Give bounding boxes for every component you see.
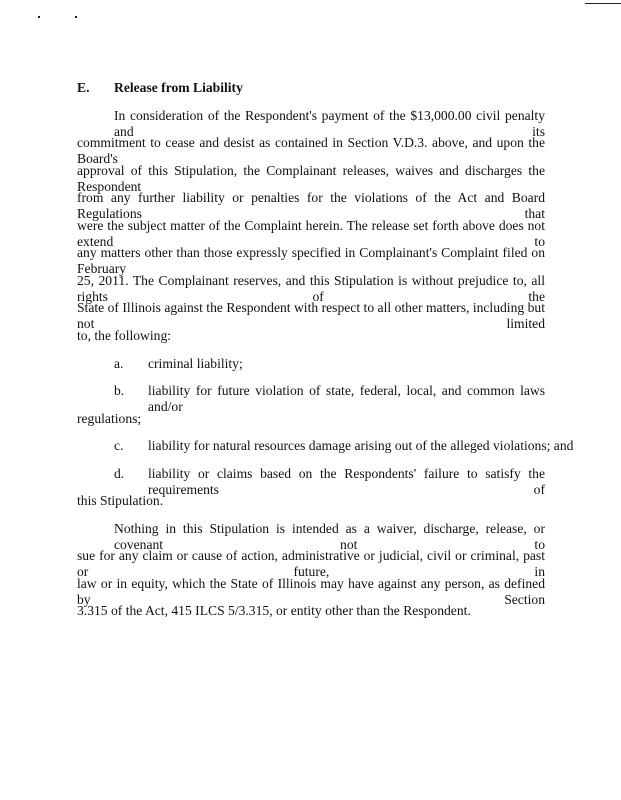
section-letter: E.	[77, 80, 90, 95]
text-line: approval of this Stipulation, the Complainant releases, waives and discharges the Respondent	[77, 163, 545, 194]
scan-mark-line	[585, 3, 621, 4]
item-text: liability for natural resources damage arising out of the alleged violations; and	[148, 438, 574, 453]
item-letter: a.	[114, 356, 124, 371]
scan-mark-dot	[75, 16, 77, 18]
text-line: Nothing in this Stipulation is intended as a waiver, discharge, release, or covenant not to	[114, 521, 545, 552]
section-title: Release from Liability	[114, 80, 243, 95]
text-line: law or in equity, which the State of Illinois may have against any person, as defined by Section	[77, 576, 545, 607]
item-letter: c.	[114, 438, 124, 453]
text-line: commitment to cease and desist as contained in Section V.D.3. above, and upon the Board's	[77, 135, 545, 166]
text-line: sue for any claim or cause of action, administrative or judicial, civil or criminal, past or future, in	[77, 548, 545, 579]
text-line: any matters other than those expressly specified in Complainant's Complaint filed on February	[77, 245, 545, 276]
item-text: liability for future violation of state, federal, local, and common laws and/or	[148, 383, 545, 414]
item-text: criminal liability;	[148, 356, 243, 371]
text-line: In consideration of the Respondent's payment of the $13,000.00 civil penalty and its	[114, 108, 545, 139]
text-line: from any further liability or penalties for the violations of the Act and Board Regulations that	[77, 190, 545, 221]
text-line: State of Illinois against the Respondent with respect to all other matters, including but not limited	[77, 300, 545, 331]
scan-mark-dot	[38, 16, 40, 18]
text-line: were the subject matter of the Complaint herein. The release set forth above does not extend to	[77, 218, 545, 249]
item-letter: b.	[114, 383, 125, 398]
item-letter: d.	[114, 466, 125, 481]
text-line: 3.315 of the Act, 415 ILCS 5/3.315, or entity other than the Respondent.	[77, 603, 471, 618]
item-text: liability or claims based on the Respondents' failure to satisfy the requirements of	[148, 466, 545, 497]
item-text-cont: this Stipulation.	[77, 493, 164, 508]
text-line: 25, 2011. The Complainant reserves, and this Stipulation is without prejudice to, all rights of the	[77, 273, 545, 304]
item-text-cont: regulations;	[77, 411, 142, 426]
text-line: to, the following:	[77, 328, 172, 343]
